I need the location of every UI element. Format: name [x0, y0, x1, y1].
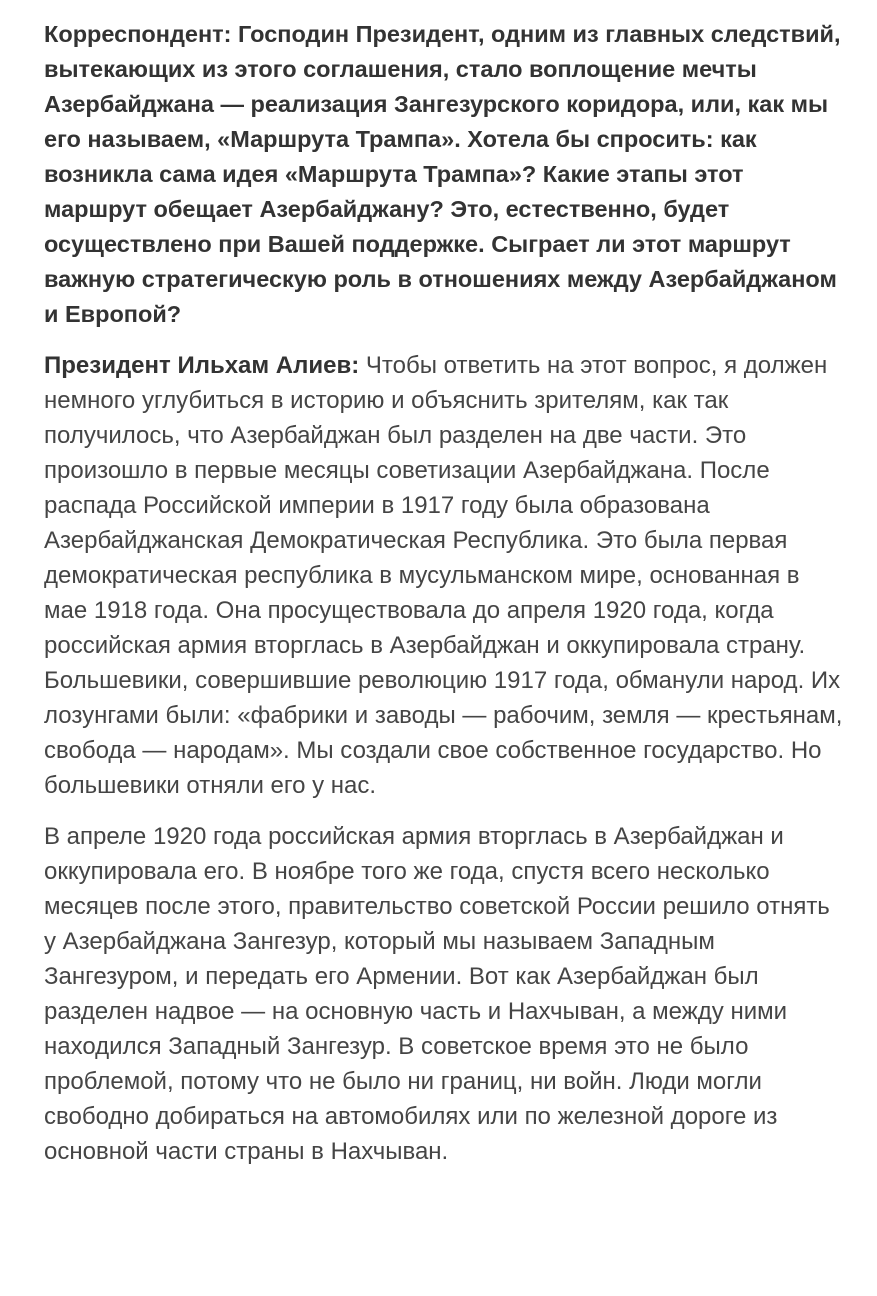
answer-text: Чтобы ответить на этот вопрос, я должен немного углубиться в историю и объяснить зрителям, как так получилось, что Азербайджан был разделен на две части. Это произошло в первые месяцы советизации Азербайджана. После распада Российской империи в 1917 году была образована Азербайджанская Демократическая Республика. Это была первая демократическая республика в мусульманском мире, основанная в мае 1918 года. Она просуществовала до апреля 1920 года, когда российская армия вторглась в Азербайджан и оккупировала страну. Большевики, совершившие революцию 1917 года, обманули народ. Их лозунгами были: «фабрики и заводы — рабочим, земля — крестьянам, свобода — народам». Мы создали свое собственное государство. Но большевики отняли его у нас.: [44, 352, 843, 799]
interview-question: Корреспондент: Господин Президент, одним из главных следствий, вытекающих из этого соглашения, стало воплощение мечты Азербайджана — реализация Зангезурского коридора, или, как мы его называем, «Маршрута Трампа». Хотела бы спросить: как возникла сама идея «Маршрута Трампа»? Какие этапы этот маршрут обещает Азербайджану? Это, естественно, будет осуществлено при Вашей поддержке. Сыграет ли этот маршрут важную стратегическую роль в отношениях между Азербайджаном и Европой?: [44, 21, 841, 327]
article-body: [44, 17, 844, 1185]
answer-continuation: В апреле 1920 года российская армия вторглась в Азербайджан и оккупировала его. В ноябре того же года, спустя всего несколько месяцев после этого, правительство советской России решило отнять у Азербайджана Зангезур, который мы называем Западным Зангезуром, и передать его Армении. Вот как Азербайджан был разделен надвое — на основную часть и Нахчыван, а между ними находился Западный Зангезур. В советское время это не было проблемой, потому что не было ни границ, ни войн. Люди могли свободно добираться на автомобилях или по железной дороге из основной части страны в Нахчыван.: [44, 823, 830, 1165]
interview-answer: [44, 348, 844, 803]
answer-speaker: Президент Ильхам Алиев:: [44, 352, 360, 379]
